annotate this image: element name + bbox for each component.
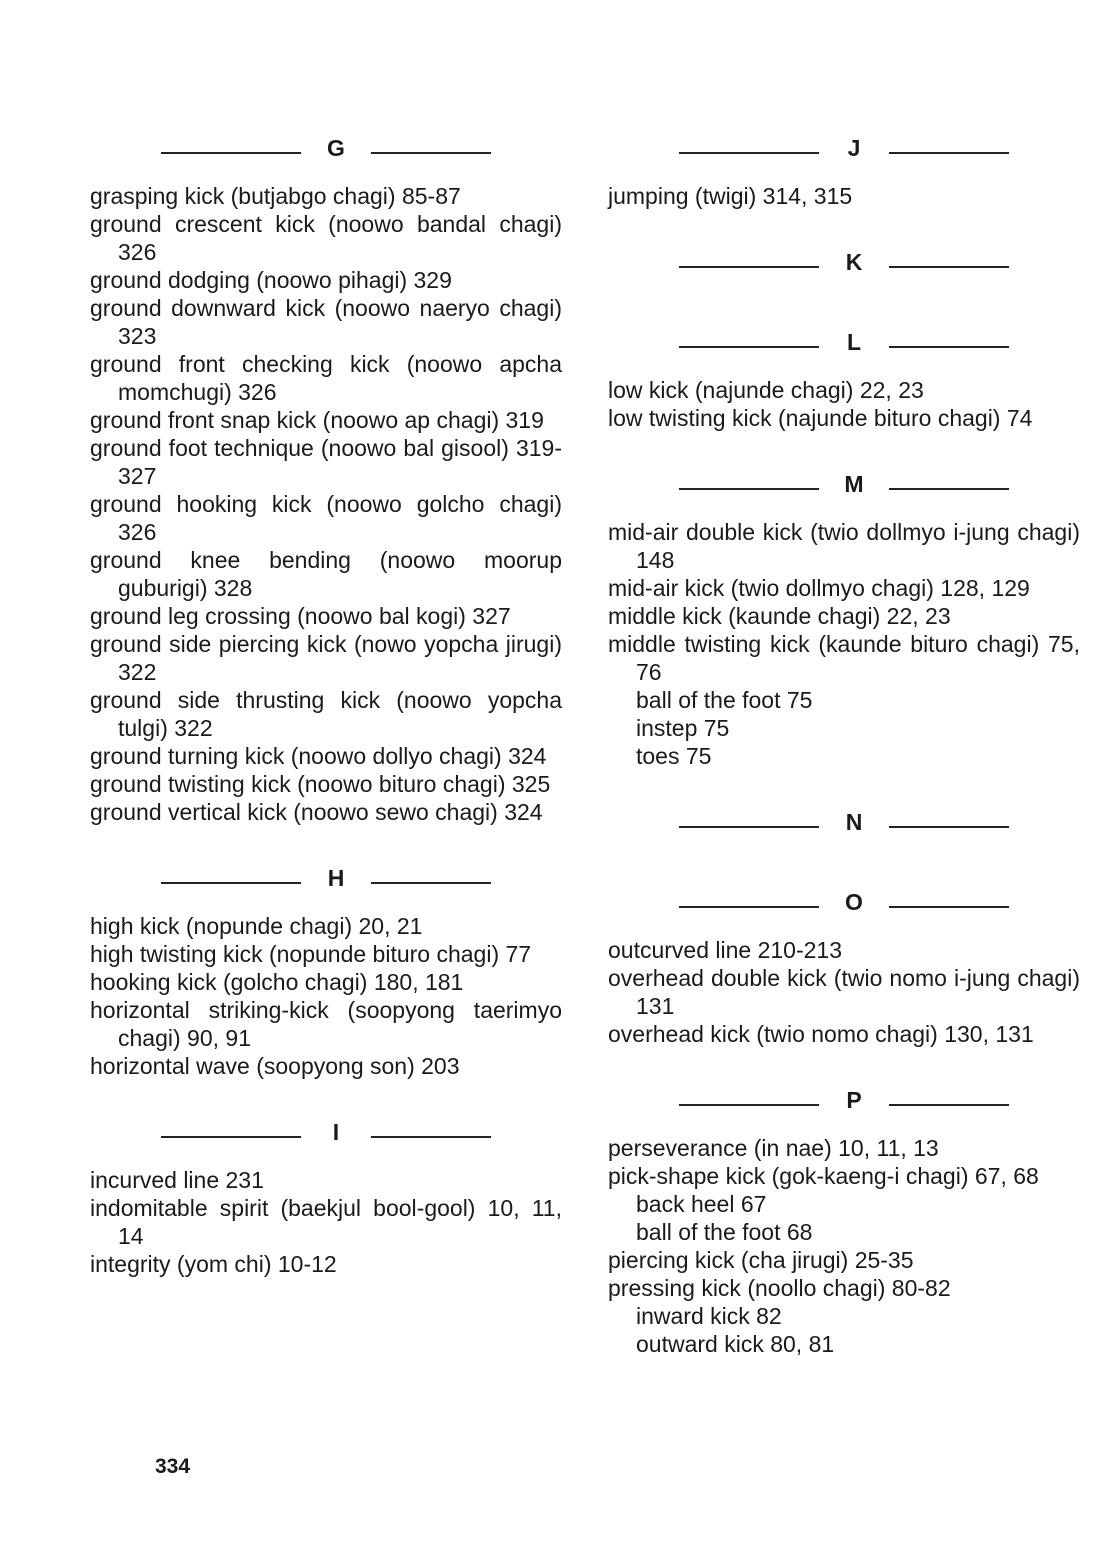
index-entry: grasping kick (butjabgo chagi) 85-87 [90, 183, 461, 209]
index-entry: high kick (nopunde chagi) 20, 21 [90, 913, 423, 939]
section-letter: I [332, 1118, 340, 1145]
index-entry-list [608, 182, 1080, 210]
page-number: 334 [155, 1455, 191, 1478]
header-rule-left [161, 152, 301, 154]
index-entry: ground hooking kick (noowo golcho chagi) 326 [90, 491, 562, 545]
index-entry-list [608, 936, 1080, 1048]
index-column-right [608, 128, 1080, 1390]
header-rule-left [679, 152, 819, 154]
header-rule-right [889, 826, 1009, 828]
section-header [608, 1080, 1080, 1120]
section-spacer [90, 1284, 562, 1310]
index-entry: ground dodging (noowo pihagi) 329 [90, 267, 452, 293]
index-entry: horizontal wave (soopyong son) 203 [90, 1053, 460, 1079]
section-spacer [90, 1086, 562, 1112]
header-rule-right [889, 1104, 1009, 1106]
header-rule-right [889, 346, 1009, 348]
index-subentry: ball of the foot 68 [636, 1219, 813, 1245]
section-spacer [608, 776, 1080, 802]
section-spacer [608, 438, 1080, 464]
section-spacer [608, 216, 1080, 242]
section-letter: M [844, 470, 864, 497]
index-entry: incurved line 231 [90, 1167, 264, 1193]
header-rule-left [679, 488, 819, 490]
index-subentry: ball of the foot 75 [636, 687, 813, 713]
section-spacer [608, 296, 1080, 322]
header-rule-right [371, 1136, 491, 1138]
index-subentry: toes 75 [636, 743, 712, 769]
index-entry: integrity (yom chi) 10-12 [90, 1251, 337, 1277]
section-header [90, 1112, 562, 1152]
index-entry: jumping (twigi) 314, 315 [608, 183, 853, 209]
index-entry: middle twisting kick (kaunde bituro chagi) 75, 76 [608, 631, 1080, 685]
index-entry: pick-shape kick (gok-kaeng-i chagi) 67, 68 [608, 1163, 1039, 1189]
section-letter: J [847, 134, 861, 161]
header-rule-left [679, 346, 819, 348]
section-spacer [608, 1054, 1080, 1080]
section-letter: L [846, 328, 862, 355]
section-header [608, 464, 1080, 504]
section-header [608, 322, 1080, 362]
index-entry: middle kick (kaunde chagi) 22, 23 [608, 603, 951, 629]
index-entry: pressing kick (noollo chagi) 80-82 [608, 1275, 951, 1301]
index-entry: mid-air kick (twio dollmyo chagi) 128, 129 [608, 575, 1030, 601]
section-letter: P [846, 1086, 862, 1113]
header-rule-right [889, 488, 1009, 490]
index-entry-list [90, 912, 562, 1080]
header-rule-left [679, 906, 819, 908]
index-entry: ground crescent kick (noowo bandal chagi) 326 [90, 211, 562, 265]
index-entry-list [608, 518, 1080, 770]
header-rule-left [679, 266, 819, 268]
index-entry: overhead double kick (twio nomo i-jung chagi) 131 [608, 965, 1080, 1019]
index-entry-list [90, 182, 562, 826]
index-entry: outcurved line 210-213 [608, 937, 842, 963]
index-entry: horizontal striking-kick (soopyong taerimyo chagi) 90, 91 [90, 997, 562, 1051]
index-entry: mid-air double kick (twio dollmyo i-jung chagi) 148 [608, 519, 1080, 573]
section-header [90, 128, 562, 168]
index-entry: low twisting kick (najunde bituro chagi) 74 [608, 405, 1033, 431]
section-letter: K [845, 248, 863, 275]
section-spacer [608, 856, 1080, 882]
index-entry: ground knee bending (noowo moorup guburigi) 328 [90, 547, 562, 601]
index-subentry: inward kick 82 [636, 1303, 782, 1329]
section-letter: N [845, 808, 863, 835]
index-entry-list [608, 376, 1080, 432]
header-rule-left [161, 882, 301, 884]
index-entry: ground vertical kick (noowo sewo chagi) 324 [90, 799, 543, 825]
section-header [608, 128, 1080, 168]
index-entry: ground front snap kick (noowo ap chagi) 319 [90, 407, 544, 433]
section-header [608, 802, 1080, 842]
section-spacer [608, 1364, 1080, 1390]
index-entry: indomitable spirit (baekjul bool-gool) 10, 11, 14 [90, 1195, 562, 1249]
index-entry: hooking kick (golcho chagi) 180, 181 [90, 969, 464, 995]
index-entry: piercing kick (cha jirugi) 25-35 [608, 1247, 914, 1273]
section-spacer [90, 832, 562, 858]
header-rule-left [161, 1136, 301, 1138]
index-entry: overhead kick (twio nomo chagi) 130, 131 [608, 1021, 1034, 1047]
header-rule-right [889, 906, 1009, 908]
section-header [608, 882, 1080, 922]
index-entry: ground foot technique (noowo bal gisool) 319-327 [90, 435, 562, 489]
section-letter: H [327, 864, 345, 891]
index-entry: ground leg crossing (noowo bal kogi) 327 [90, 603, 511, 629]
index-subentry: back heel 67 [636, 1191, 767, 1217]
section-header [90, 858, 562, 898]
header-rule-left [679, 826, 819, 828]
index-entry: low kick (najunde chagi) 22, 23 [608, 377, 924, 403]
section-header [608, 242, 1080, 282]
section-letter: O [845, 888, 863, 915]
index-column-left [90, 128, 562, 1310]
index-entry: ground twisting kick (noowo bituro chagi) 325 [90, 771, 551, 797]
header-rule-left [679, 1104, 819, 1106]
index-entry-list [608, 1134, 1080, 1358]
index-entry: ground front checking kick (noowo apcha momchugi) 326 [90, 351, 562, 405]
index-entry: perseverance (in nae) 10, 11, 13 [608, 1135, 939, 1161]
section-letter: G [327, 134, 345, 161]
index-entry-list [90, 1166, 562, 1278]
header-rule-right [371, 152, 491, 154]
index-entry: ground side piercing kick (nowo yopcha jirugi) 322 [90, 631, 562, 685]
header-rule-right [889, 266, 1009, 268]
index-entry: ground downward kick (noowo naeryo chagi) 323 [90, 295, 562, 349]
header-rule-right [371, 882, 491, 884]
index-subentry: instep 75 [636, 715, 730, 741]
index-entry: ground side thrusting kick (noowo yopcha tulgi) 322 [90, 687, 562, 741]
header-rule-right [889, 152, 1009, 154]
index-entry: high twisting kick (nopunde bituro chagi) 77 [90, 941, 532, 967]
index-entry: ground turning kick (noowo dollyo chagi) 324 [90, 743, 547, 769]
index-subentry: outward kick 80, 81 [636, 1331, 835, 1357]
